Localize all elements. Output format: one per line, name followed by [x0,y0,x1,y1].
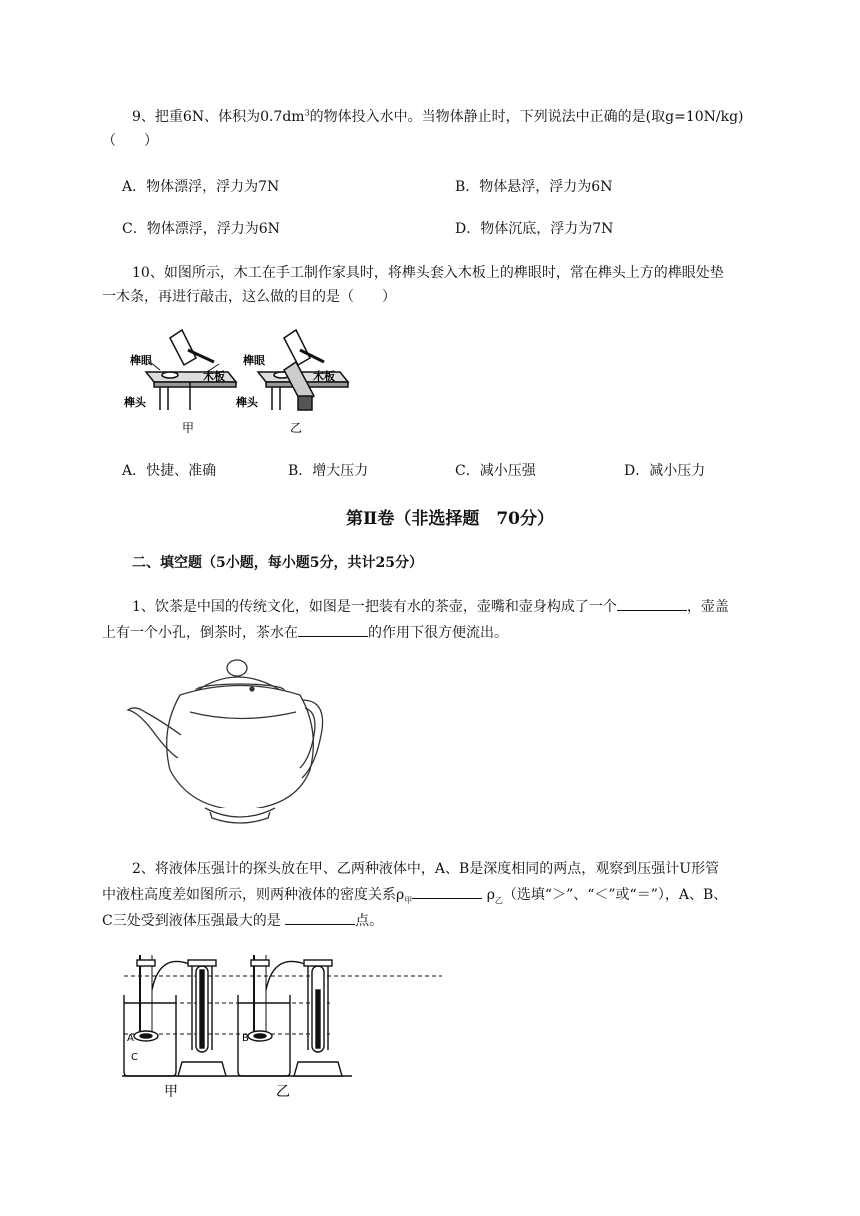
right-caption: 乙 [290,421,303,435]
q10-option-d: D．减小压力 [624,463,706,479]
right-label-tenon: 榫头 [236,396,258,409]
left-label-eye: 榫眼 [130,354,152,367]
right-label-board: 木板 [313,370,335,383]
q9-option-d: D．物体沉底，浮力为7N [455,221,614,237]
q10-stem-line1: 10、如图所示，木工在手工制作家具时，将榫头套入木板上的榫眼时，常在榫头上方的榫眼处垫 [132,265,724,281]
fill2-line2: 中液柱高度差如图所示，则两种液体的密度关系$\rho_甲$ $\rho_乙$（选填“＞”、“＜”或“＝”），A、B、 [102,884,727,906]
label-c: C [131,1052,138,1063]
q9-option-c: C．物体漂浮，浮力为6N [122,221,280,237]
fill2-line1: 2、将液体压强计的探头放在甲、乙两种液体中，A、B是深度相同的两点，观察到压强计U形管 [132,861,720,877]
fill1-line2: 上有一个小孔，倒茶时，茶水在 的作用下很方便流出。 [102,622,508,642]
gauge-right-caption: 乙 [276,1084,290,1100]
gauge-left-caption: 甲 [164,1084,178,1100]
left-label-tenon: 榫头 [124,396,146,409]
q9-stem-line2: （ ） [102,133,158,149]
label-b: B [242,1033,249,1044]
fill1-line1: 1、饮茶是中国的传统文化，如图是一把装有水的茶壶，壶嘴和壶身构成了一个 ，壶盖 [132,596,729,616]
section-title: 第Ⅱ卷（非选择题 70分） [346,509,554,529]
label-a: A [127,1033,134,1044]
q10-option-b: B．增大压力 [288,463,369,479]
q9-stem-line1: 9、把重6N、体积为$0.7dm^3$的物体投入水中。当物体静止时，下列说法中正确的是(取g=10N/kg) [132,108,744,125]
section-subtitle: 二、填空题（5小题，每小题5分，共计25分） [132,555,423,571]
right-label-eye: 榫眼 [243,354,265,367]
fill2-line3: C三处受到液体压强最大的是 点。 [102,910,383,930]
q10-stem-line2: 一木条，再进行敲击，这么做的目的是（ ） [102,289,396,305]
q10-option-a: A．快捷、准确 [122,463,217,479]
left-caption: 甲 [182,421,195,435]
q9-option-a: A．物体漂浮，浮力为7N [122,179,280,195]
q10-option-c: C．减小压强 [455,463,536,479]
q9-option-b: B．物体悬浮，浮力为6N [455,179,613,195]
left-label-board: 木板 [203,370,225,383]
